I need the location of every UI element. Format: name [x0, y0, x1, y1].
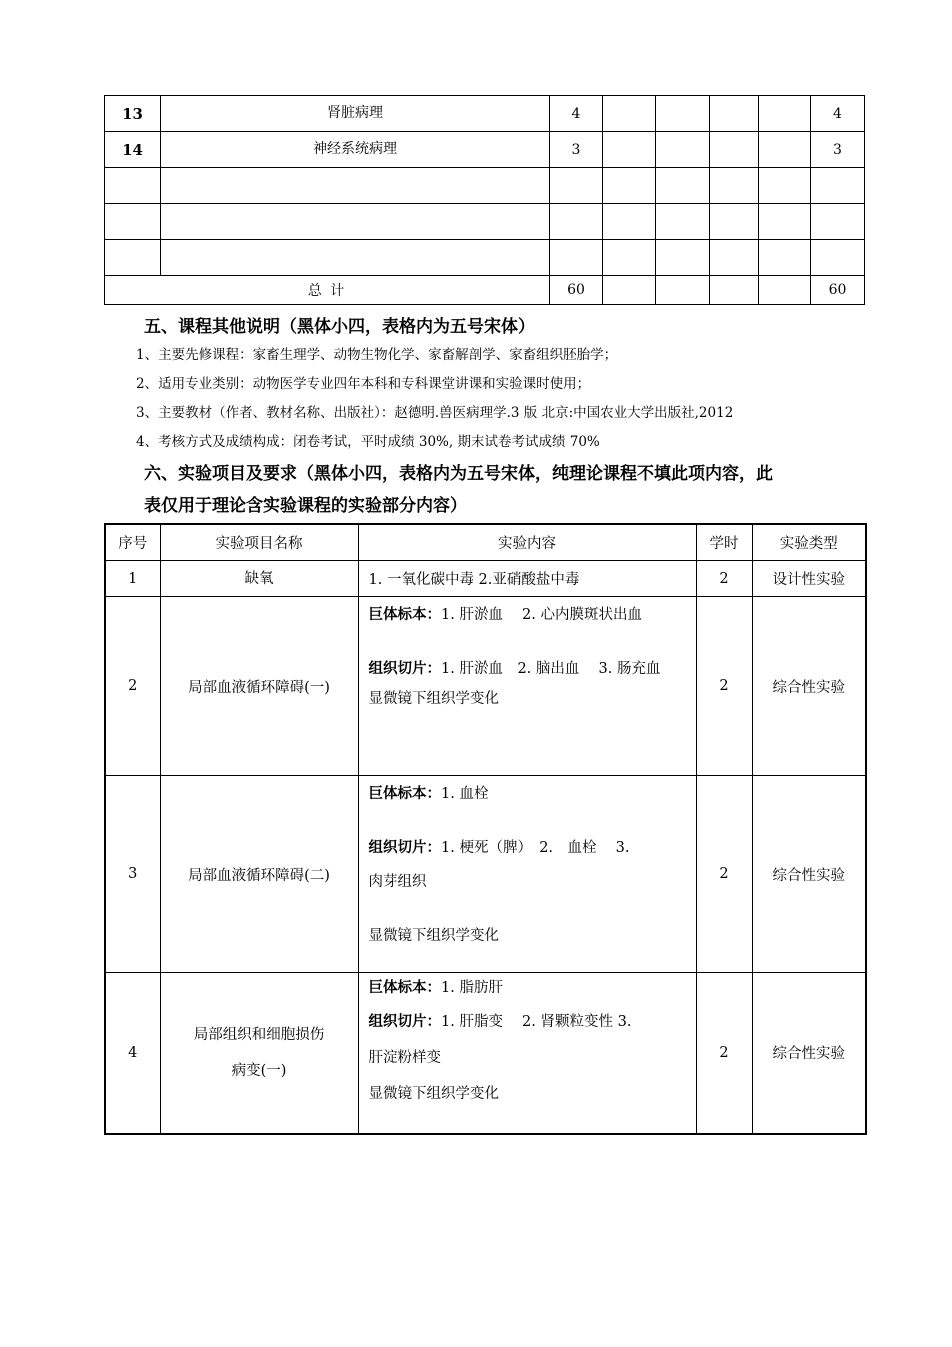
- exp-num: 1: [105, 561, 160, 597]
- hours-cell-c3: [656, 96, 710, 132]
- hours-cell-c4: [710, 204, 759, 240]
- exp-type: 设计性实验: [752, 561, 866, 597]
- exp-name-line2: 病变(一): [231, 1062, 287, 1079]
- exp-type: 综合性实验: [752, 597, 866, 776]
- total-label: 总 计: [105, 276, 550, 305]
- course-number: 14: [105, 132, 161, 168]
- tissue-slide-label: 组织切片：: [368, 840, 441, 856]
- experiment-row: [105, 776, 866, 973]
- tissue-slide-text-cont: 肉芽组织: [368, 874, 427, 890]
- course-number: 13: [105, 96, 161, 132]
- hours-cell-c2: [603, 132, 656, 168]
- microscopy-text: 显微镜下组织学变化: [368, 691, 499, 707]
- exp-hours: 2: [696, 561, 752, 597]
- hours-cell-c5: [759, 240, 811, 276]
- tissue-slide-text: 1. 肝淤血 2. 脑出血 3. 肠充血: [441, 661, 661, 677]
- hours-cell-c3: [656, 204, 710, 240]
- gross-specimen-line: [369, 605, 688, 625]
- total-cell-c4: [710, 276, 759, 305]
- gross-specimen-label: 巨体标本：: [368, 607, 441, 623]
- exp-name: [160, 973, 358, 1134]
- exp-name-line1: 局部组织和细胞损伤: [193, 1026, 325, 1043]
- header-type: 实验类型: [752, 524, 866, 561]
- course-number: [105, 240, 161, 276]
- exp-num: 3: [105, 776, 160, 973]
- exp-type: 综合性实验: [752, 973, 866, 1134]
- total-cell-c1: 60: [550, 276, 603, 305]
- hours-cell-c5: [759, 132, 811, 168]
- exp-name: 局部血液循环障碍(二): [160, 776, 358, 973]
- hours-table-row: [105, 96, 865, 132]
- experiment-row: [105, 973, 866, 1134]
- exp-num: 2: [105, 597, 160, 776]
- tissue-slide-line: [369, 1013, 688, 1031]
- hours-cell-c1: [550, 168, 603, 204]
- gross-specimen-text: 1. 肝淤血 2. 心内膜斑状出血: [441, 607, 642, 623]
- exp-content: [358, 973, 696, 1134]
- hours-cell-c3: [656, 168, 710, 204]
- hours-cell-c5: [759, 204, 811, 240]
- gross-specimen-text: 1. 血栓: [441, 786, 489, 802]
- total-cell-c3: [656, 276, 710, 305]
- note-assessment: 4、考核方式及成绩构成：闭卷考试，平时成绩 30%, 期末试卷考试成绩 70%: [136, 434, 600, 450]
- header-hours: 学时: [696, 524, 752, 561]
- hours-cell-c2: [603, 240, 656, 276]
- hours-table-row: [105, 132, 865, 168]
- hours-cell-c4: [710, 132, 759, 168]
- gross-specimen-line: [369, 979, 688, 997]
- hours-total-row: [105, 276, 865, 305]
- exp-hours: 2: [696, 973, 752, 1134]
- hours-table: [104, 95, 865, 305]
- course-name: [161, 240, 550, 276]
- header-num: 序号: [105, 524, 160, 561]
- course-name: [161, 204, 550, 240]
- hours-cell-c6: 4: [811, 96, 865, 132]
- hours-cell-c1: 4: [550, 96, 603, 132]
- header-content: 实验内容: [358, 524, 696, 561]
- hours-cell-c4: [710, 240, 759, 276]
- experiment-row: [105, 597, 866, 776]
- hours-cell-c2: [603, 204, 656, 240]
- section6-heading: [144, 458, 864, 522]
- hours-cell-c1: [550, 204, 603, 240]
- experiment-row: [105, 561, 866, 597]
- hours-cell-c1: 3: [550, 132, 603, 168]
- hours-cell-c6: [811, 240, 865, 276]
- tissue-slide-label: 组织切片：: [368, 1014, 441, 1030]
- hours-cell-c4: [710, 168, 759, 204]
- gross-specimen-label: 巨体标本：: [368, 786, 441, 802]
- microscopy-text: 显微镜下组织学变化: [368, 1086, 499, 1102]
- hours-table-row: [105, 168, 865, 204]
- header-name: 实验项目名称: [160, 524, 358, 561]
- experiment-table: [104, 523, 867, 1135]
- section5-heading: 五、课程其他说明（黑体小四，表格内为五号宋体）: [144, 317, 535, 337]
- tissue-slide-text: 1. 梗死（脾） 2. 血栓 3.: [441, 840, 630, 856]
- hours-cell-c3: [656, 132, 710, 168]
- total-cell-c2: [603, 276, 656, 305]
- tissue-slide-label: 组织切片：: [368, 661, 441, 677]
- exp-content: 1. 一氧化碳中毒 2.亚硝酸盐中毒: [358, 561, 696, 597]
- note-applicable-majors: 2、适用专业类别：动物医学专业四年本科和专科课堂讲课和实验课时使用；: [136, 376, 591, 392]
- course-name: 神经系统病理: [161, 132, 550, 168]
- gross-specimen-text: 1. 脂肪肝: [441, 980, 503, 996]
- course-number: [105, 204, 161, 240]
- total-cell-c6: 60: [811, 276, 865, 305]
- tissue-slide-text-cont: 肝淀粉样变: [368, 1050, 441, 1066]
- exp-name: 缺氧: [160, 561, 358, 597]
- experiment-header-row: [105, 524, 866, 561]
- hours-cell-c4: [710, 96, 759, 132]
- exp-content: [358, 597, 696, 776]
- note-prerequisites: 1、主要先修课程：家畜生理学、动物生物化学、家畜解剖学、家畜组织胚胎学；: [136, 347, 618, 363]
- tissue-slide-line: [369, 838, 688, 858]
- tissue-slide-text: 1. 肝脂变 2. 肾颗粒变性 3.: [441, 1014, 632, 1030]
- gross-specimen-line: [369, 784, 688, 804]
- hours-cell-c5: [759, 96, 811, 132]
- course-name: 肾脏病理: [161, 96, 550, 132]
- exp-num: 4: [105, 973, 160, 1134]
- hours-cell-c6: [811, 168, 865, 204]
- exp-type: 综合性实验: [752, 776, 866, 973]
- microscopy-text: 显微镜下组织学变化: [368, 928, 499, 944]
- tissue-slide-line: [369, 659, 688, 679]
- exp-hours: 2: [696, 597, 752, 776]
- exp-content: [358, 776, 696, 973]
- course-name: [161, 168, 550, 204]
- hours-cell-c1: [550, 240, 603, 276]
- hours-table-row: [105, 240, 865, 276]
- exp-hours: 2: [696, 776, 752, 973]
- section6-heading-line2: 表仅用于理论含实验课程的实验部分内容）: [144, 496, 467, 516]
- section6-heading-line1: 六、实验项目及要求（黑体小四，表格内为五号宋体，纯理论课程不填此项内容，此: [144, 464, 773, 484]
- hours-cell-c3: [656, 240, 710, 276]
- note-textbook: 3、主要教材（作者、教材名称、出版社）：赵德明.兽医病理学.3 版 北京:中国农业大学出版社,2012: [136, 405, 734, 421]
- hours-table-row: [105, 204, 865, 240]
- hours-cell-c6: 3: [811, 132, 865, 168]
- exp-name: 局部血液循环障碍(一): [160, 597, 358, 776]
- hours-cell-c2: [603, 96, 656, 132]
- hours-cell-c6: [811, 204, 865, 240]
- gross-specimen-label: 巨体标本：: [368, 980, 441, 996]
- course-number: [105, 168, 161, 204]
- hours-cell-c2: [603, 168, 656, 204]
- total-cell-c5: [759, 276, 811, 305]
- hours-cell-c5: [759, 168, 811, 204]
